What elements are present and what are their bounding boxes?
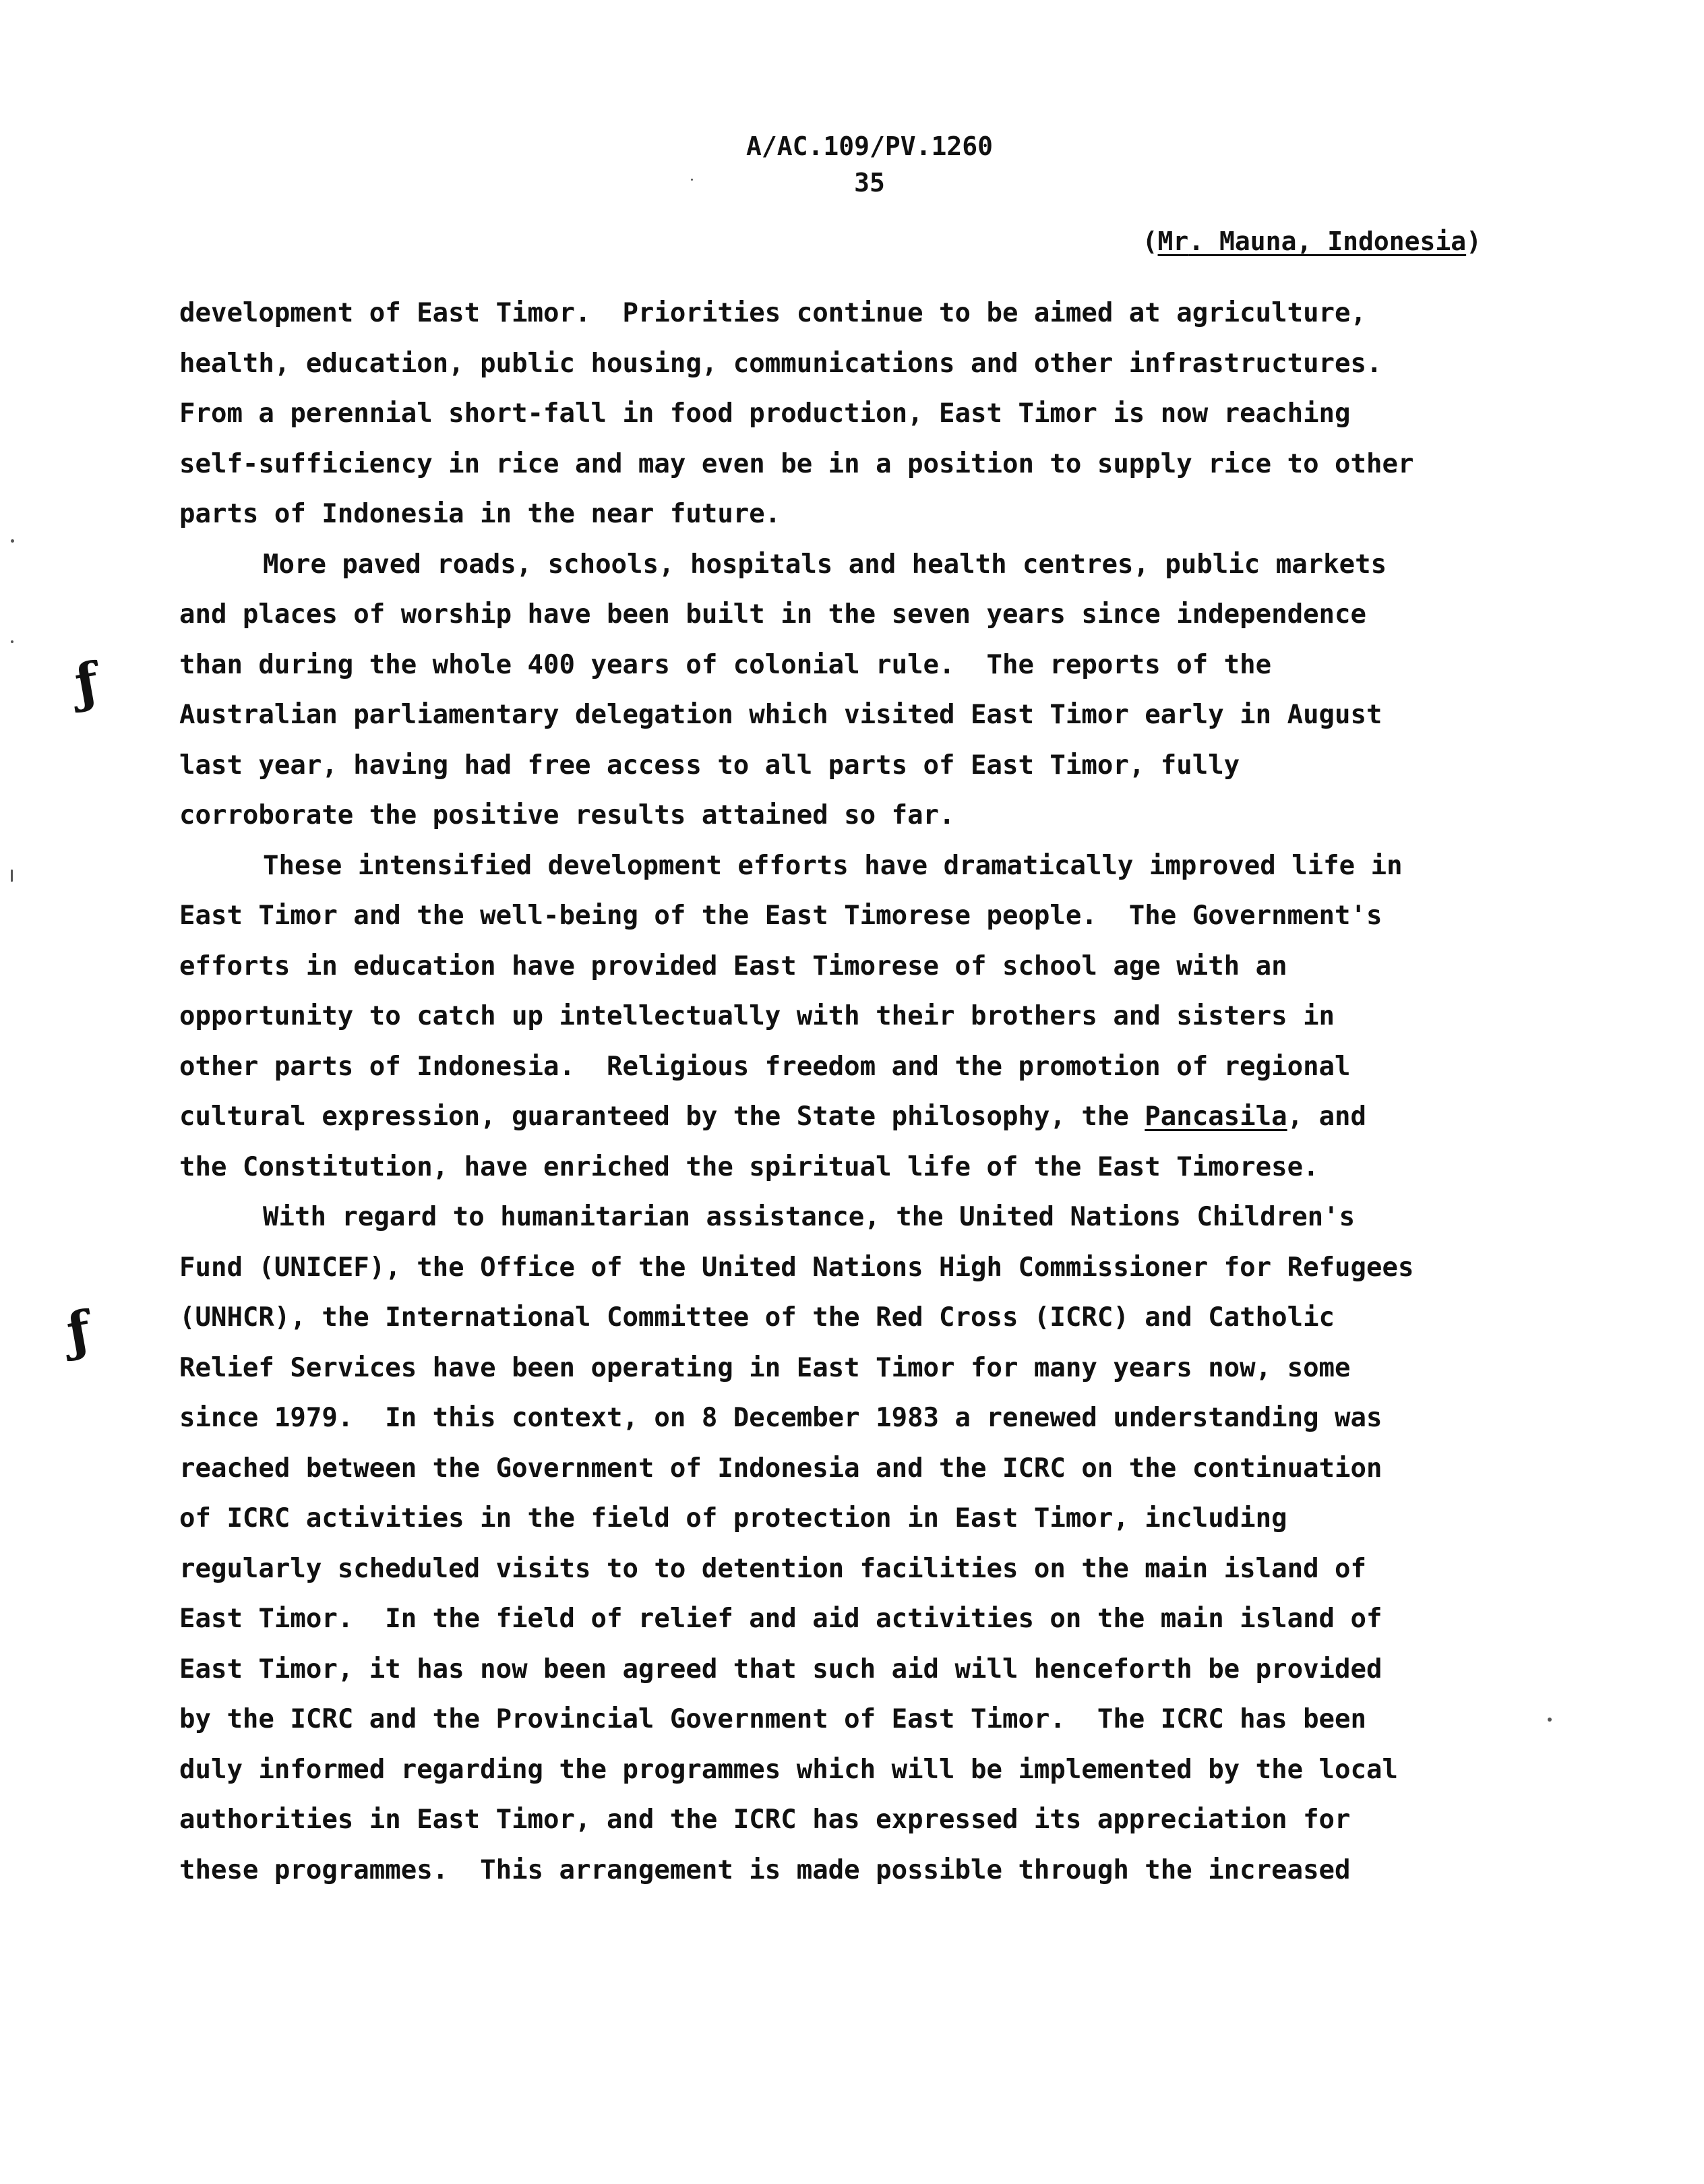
text-line: authorities in East Timor, and the ICRC has expressed its appreciation for <box>179 1804 1351 1835</box>
speaker-name-rest: . Mauna, Indonesia <box>1188 226 1467 256</box>
text-line: East Timor and the well-being of the East Timorese people. The Government's <box>179 901 1382 931</box>
text-line: other parts of Indonesia. Religious freedom and the promotion of regional <box>179 1051 1351 1082</box>
text-line: More paved roads, schools, hospitals and health centres, public markets <box>263 549 1387 580</box>
document-symbol: A/AC.109/PV.1260 <box>746 131 994 161</box>
text-line: of ICRC activities in the field of protection in East Timor, including <box>179 1503 1287 1534</box>
text-line: With regard to humanitarian assistance, the United Nations Children's <box>263 1202 1356 1232</box>
text-line: regularly scheduled visits to to detention facilities on the main island of <box>179 1553 1366 1584</box>
paragraph <box>179 540 1527 841</box>
paragraph <box>179 1192 1527 1895</box>
text-line: self-sufficiency in rice and may even be in a position to supply rice to other <box>179 448 1414 479</box>
text-segment: cultural expression, guaranteed by the State philosophy, the <box>179 1101 1145 1132</box>
paragraph <box>179 289 1527 540</box>
text-line: East Timor, it has now been agreed that such aid will henceforth be provided <box>179 1654 1382 1685</box>
text-line: Relief Services have been operating in East Timor for many years now, some <box>179 1352 1351 1383</box>
speaker-title: Mr <box>1157 226 1189 256</box>
page-number: 35 <box>854 168 885 198</box>
text-line: From a perennial short-fall in food production, East Timor is now reaching <box>179 398 1351 429</box>
margin-mark-icon: ƒ <box>70 650 104 716</box>
scan-speck <box>691 179 693 181</box>
paragraph <box>179 841 1527 1193</box>
scan-speck <box>1548 1718 1552 1722</box>
speaker-open-paren: ( <box>1142 226 1158 256</box>
pancasila-term: Pancasila <box>1145 1101 1287 1132</box>
speaker-close-paren: ) <box>1466 226 1482 256</box>
speaker-attribution <box>1143 226 1482 256</box>
text-line: development of East Timor. Priorities continue to be aimed at agriculture, <box>179 298 1366 328</box>
scan-speck <box>11 539 14 543</box>
text-line: these programmes. This arrangement is made possible through the increased <box>179 1854 1351 1885</box>
text-line: than during the whole 400 years of colonial rule. The reports of the <box>179 649 1272 680</box>
text-segment: , and <box>1287 1101 1367 1132</box>
text-line: since 1979. In this context, on 8 December 1983 a renewed understanding was <box>179 1403 1382 1433</box>
text-line: East Timor. In the field of relief and aid activities on the main island of <box>179 1604 1382 1634</box>
document-body <box>179 289 1527 1895</box>
text-line: (UNHCR), the International Committee of the Red Cross (ICRC) and Catholic <box>179 1302 1335 1333</box>
text-line: opportunity to catch up intellectually with their brothers and sisters in <box>179 1001 1335 1031</box>
text-line: parts of Indonesia in the near future. <box>179 499 781 529</box>
margin-mark-icon: ƒ <box>62 1299 96 1364</box>
text-line <box>179 1092 1527 1143</box>
text-line: by the ICRC and the Provincial Government of East Timor. The ICRC has been <box>179 1704 1366 1734</box>
scan-speck <box>11 870 13 882</box>
page-header <box>708 128 1031 201</box>
scan-speck <box>11 640 13 643</box>
text-line: and places of worship have been built in the seven years since independence <box>179 599 1366 630</box>
text-line: corroborate the positive results attained so far. <box>179 800 955 830</box>
text-line: These intensified development efforts have dramatically improved life in <box>263 850 1403 881</box>
speaker-name <box>1158 226 1467 256</box>
text-line: duly informed regarding the programmes which will be implemented by the local <box>179 1754 1398 1785</box>
text-line: health, education, public housing, communications and other infrastructures. <box>179 348 1382 379</box>
text-line: Fund (UNICEF), the Office of the United Nations High Commissioner for Refugees <box>179 1252 1414 1283</box>
text-line: Australian parliamentary delegation which visited East Timor early in August <box>179 700 1382 730</box>
text-line: reached between the Government of Indonesia and the ICRC on the continuation <box>179 1453 1382 1484</box>
text-line: last year, having had free access to all parts of East Timor, fully <box>179 750 1240 781</box>
text-line: the Constitution, have enriched the spiritual life of the East Timorese. <box>179 1151 1319 1182</box>
text-line: efforts in education have provided East Timorese of school age with an <box>179 950 1287 981</box>
